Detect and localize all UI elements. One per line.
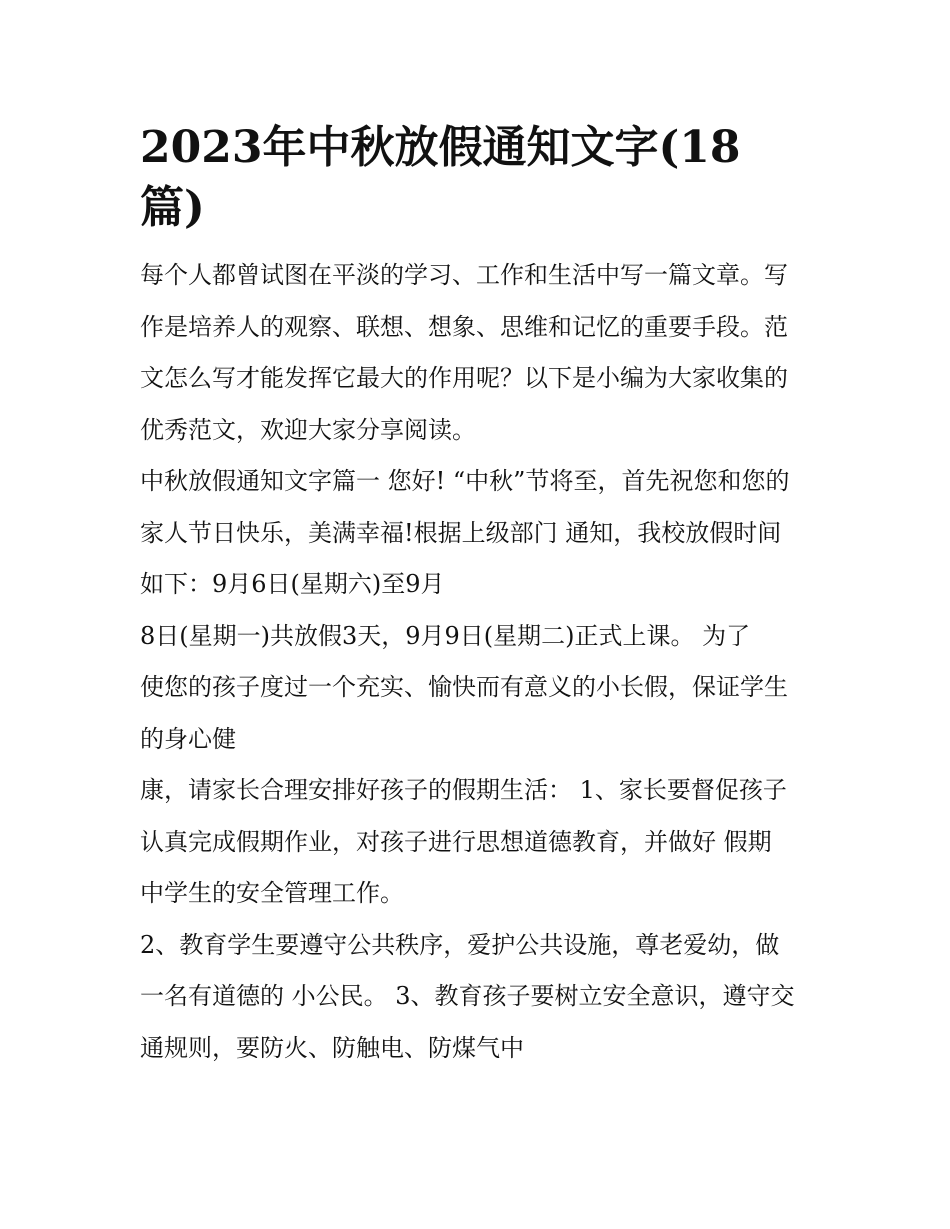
body-paragraph	[140, 611, 820, 766]
text-line: 每个人都曾试图在平淡的学习、工作和生活中写一篇文章。写	[140, 261, 788, 289]
body-paragraph	[140, 765, 820, 920]
title-line: 篇)	[140, 182, 205, 233]
text-line: 使您的孩子度过一个充实、愉快而有意义的小长假，保证学生	[140, 673, 788, 701]
body-paragraph	[140, 920, 820, 1075]
text-line: 一名有道德的 小公民。 3、教育孩子要树立安全意识，遵守交	[140, 982, 795, 1010]
text-line: 文怎么写才能发挥它最大的作用呢？以下是小编为大家收集的	[140, 364, 788, 392]
text-line: 8日(星期一)共放假3天，9月9日(星期二)正式上课。 为了	[140, 621, 751, 650]
intro-paragraph	[140, 250, 820, 456]
text-line: 的身心健	[140, 724, 236, 753]
text-line: 中学生的安全管理工作。	[140, 879, 404, 907]
text-line: 通规则，要防火、防触电、防煤气中	[140, 1033, 524, 1062]
text-line: 家人节日快乐，美满幸福!根据上级部门 通知，我校放假时间	[140, 518, 782, 547]
title-line: 2023年中秋放假通知文字(18	[140, 122, 741, 173]
text-line: 认真完成假期作业，对孩子进行思想道德教育，并做好 假期	[140, 827, 772, 856]
text-line: 中秋放假通知文字篇一 您好! “中秋”节将至，首先祝您和您的	[140, 467, 790, 495]
text-line: 康，请家长合理安排好孩子的假期生活： 1、家长要督促孩子	[140, 776, 787, 804]
text-line: 2、教育学生要遵守公共秩序，爱护公共设施，尊老爱幼，做	[140, 930, 780, 959]
text-line: 作是培养人的观察、联想、想象、思维和记忆的重要手段。范	[140, 312, 788, 341]
text-line: 如下：9月6日(星期六)至9月	[140, 570, 445, 598]
document-content	[140, 118, 820, 1074]
text-line: 优秀范文，欢迎大家分享阅读。	[140, 415, 476, 444]
document-title	[140, 118, 820, 238]
body-paragraph	[140, 456, 820, 611]
